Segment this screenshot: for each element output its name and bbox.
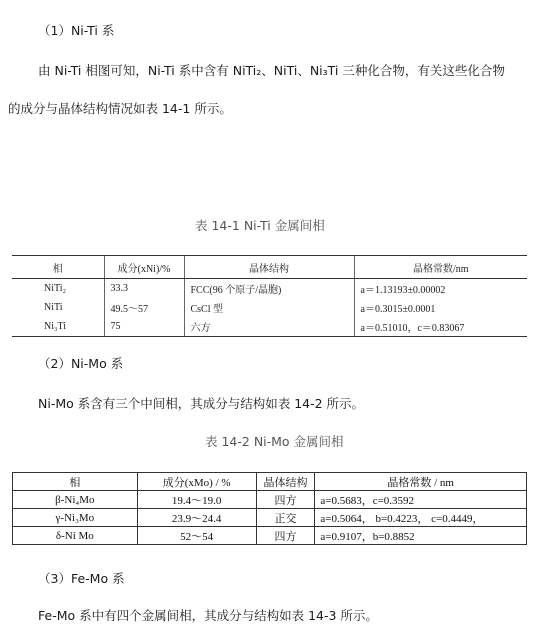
table-2-header-cell: 晶体结构 — [256, 473, 315, 491]
table-cell: a=0.5683，c=0.3592 — [315, 491, 527, 509]
table-cell: γ-Ni₃Mo — [13, 509, 138, 527]
table-cell: 49.5～57 — [104, 298, 184, 317]
table-2-header-cell: 成分(xMo) / % — [137, 473, 256, 491]
table-1-header-cell: 成分(xNi)/% — [104, 256, 184, 279]
table-1-header-row — [12, 256, 527, 279]
table-cell: 19.4～19.0 — [137, 491, 256, 509]
table-1-header-cell: 晶体结构 — [184, 256, 354, 279]
section-3-paragraph-line-1: Fe-Mo 系中有四个金属间相，其成分与结构如表 14-3 所示。 — [38, 608, 378, 623]
table-cell: δ-Ni Mo — [13, 527, 138, 545]
table-row — [12, 298, 527, 317]
section-1-heading: （1）Ni-Ti 系 — [38, 23, 115, 38]
table-cell: a＝0.51010，c＝0.83067 — [354, 317, 527, 337]
table-cell: FCC(96 个原子/晶胞) — [184, 279, 354, 299]
table-cell: NiTi₂ — [44, 283, 67, 294]
table-row — [12, 317, 527, 337]
table-cell: a＝0.3015±0.0001 — [354, 298, 527, 317]
table-cell: 23.9～24.4 — [137, 509, 256, 527]
table-cell: CsCl 型 — [184, 298, 354, 317]
table-cell: 75 — [104, 317, 184, 337]
table-cell: 四方 — [256, 491, 315, 509]
table-cell: NiTi — [44, 302, 63, 313]
table-cell: a＝1.13193±0.00002 — [354, 279, 527, 299]
table-row — [13, 491, 527, 509]
table-2-header-cell: 相 — [13, 473, 138, 491]
table-cell: β-Ni₄Mo — [13, 491, 138, 509]
section-1-paragraph-line-1: 由 Ni-Ti 相图可知，Ni-Ti 系中含有 NiTi₂、NiTi、Ni₃Ti 三种化合物，有关这些化合物 — [38, 63, 505, 78]
table-2-header-row — [13, 473, 527, 491]
table-2-caption: 表 14-2 Ni-Mo 金属间相 — [205, 434, 344, 449]
table-2-header-cell: 晶格常数 / nm — [315, 473, 527, 491]
table-cell: 52～54 — [137, 527, 256, 545]
table-1 — [12, 255, 527, 337]
section-2-paragraph-line-1: Ni-Mo 系含有三个中间相，其成分与结构如表 14-2 所示。 — [38, 396, 365, 411]
table-1-header-cell: 晶格常数/nm — [354, 256, 527, 279]
section-2-heading: （2）Ni-Mo 系 — [38, 356, 124, 371]
table-1-caption: 表 14-1 Ni-Ti 金属间相 — [195, 218, 325, 233]
table-cell: Ni₃Ti — [12, 317, 104, 337]
table-cell: a=0.9107，b=0.8852 — [315, 527, 527, 545]
table-row — [13, 509, 527, 527]
table-cell: 四方 — [256, 527, 315, 545]
table-1-header-cell: 相 — [12, 256, 104, 279]
table-cell: 33.3 — [104, 279, 184, 299]
table-row — [13, 527, 527, 545]
table-row — [12, 279, 527, 299]
table-2 — [12, 472, 527, 545]
table-cell: a=0.5064， b=0.4223， c=0.4449， — [315, 509, 527, 527]
table-cell: 正交 — [256, 509, 315, 527]
section-1-paragraph-line-2: 的成分与晶体结构情况如表 14-1 所示。 — [8, 101, 232, 116]
section-3-heading: （3）Fe-Mo 系 — [38, 571, 125, 586]
table-cell: 六方 — [184, 317, 354, 337]
